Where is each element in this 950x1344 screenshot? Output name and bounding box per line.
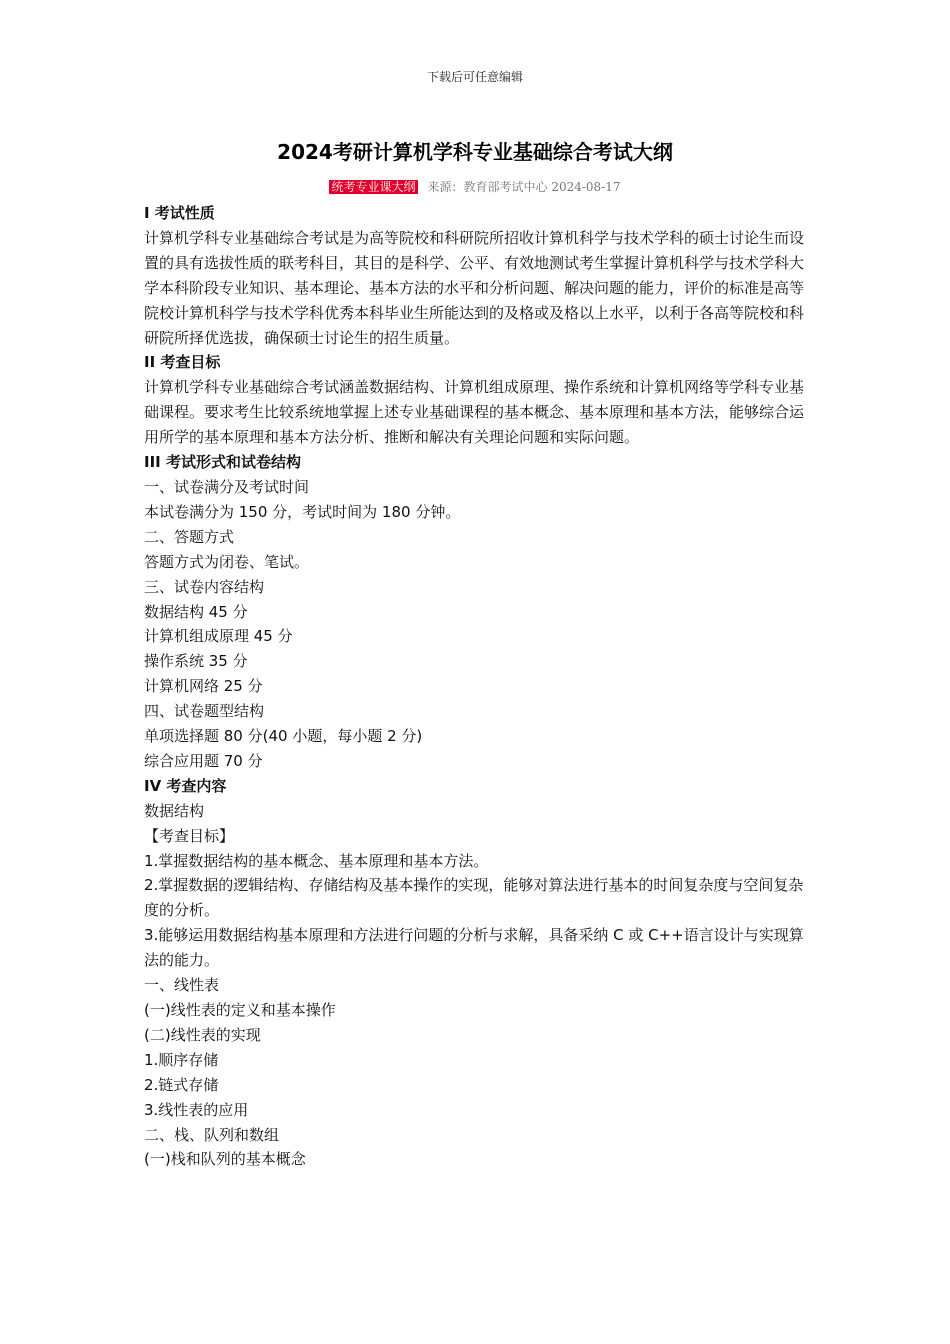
body-paragraph: 答题方式为闭卷、笔试。 [144, 552, 310, 571]
body-paragraph: 三、试卷内容结构 [144, 577, 265, 596]
body-paragraph: 综合应用题 70 分 [144, 751, 263, 770]
body-paragraph: 3.能够运用数据结构基本原理和方法进行问题的分析与求解，具备采纳 C 或 C++语言设计与实现算法的能力。 [144, 926, 804, 970]
source-line: 来源：教育部考试中心 2024-08-17 [427, 180, 621, 194]
body-paragraph: 本试卷满分为 150 分，考试时间为 180 分钟。 [144, 502, 461, 521]
body-paragraph: 一、线性表 [144, 976, 220, 995]
body-paragraph: 计算机学科专业基础综合考试涵盖数据结构、计算机组成原理、操作系统和计算机网络等学科专业基础课程。要求考生比较系统地掌握上述专业基础课程的基本概念、基本原理和基本方法，能够综合运用所学的基本原理和基本方法分析、推断和解决有关理论问题和实际问题。 [144, 378, 805, 447]
body-paragraph: (二)线性表的实现 [144, 1025, 261, 1044]
document-meta [0, 178, 950, 195]
section-heading: II 考查目标 [144, 353, 221, 372]
body-paragraph: 操作系统 35 分 [144, 652, 248, 671]
body-paragraph: 二、栈、队列和数组 [144, 1125, 280, 1144]
document-title: 2024考研计算机学科专业基础综合考试大纲 [277, 140, 673, 164]
body-paragraph: 3.线性表的应用 [144, 1100, 249, 1119]
body-paragraph: (一)栈和队列的基本概念 [144, 1150, 306, 1169]
section-heading: IV 考查内容 [144, 776, 227, 795]
body-paragraph: 单项选择题 80 分(40 小题，每小题 2 分) [144, 727, 423, 746]
body-paragraph: 一、试卷满分及考试时间 [144, 477, 310, 496]
body-paragraph: 计算机组成原理 45 分 [144, 627, 293, 646]
category-tag[interactable]: 统考专业课大纲 [331, 180, 416, 194]
body-paragraph: 数据结构 [144, 801, 205, 820]
body-paragraph: 计算机学科专业基础综合考试是为高等院校和科研院所招收计算机科学与技术学科的硕士讨论生而设置的具有选拔性质的联考科目，其目的是科学、公平、有效地测试考生掌握计算机科学与技术学科大学本科阶段专业知识、基本理论、基本方法的水平和分析问题、解决问题的能力，评价的标准是高等院校计算机科学与技术学科优秀本科毕业生所能达到的及格或及格以上水平，以利于各高等院校和科研院所择优选拔，确保硕士讨论生的招生质量。 [144, 228, 805, 347]
section-heading: I 考试性质 [144, 204, 215, 222]
body-paragraph: 二、答题方式 [144, 527, 235, 546]
body-paragraph: 计算机网络 25 分 [144, 677, 263, 696]
body-paragraph: 2.掌握数据的逻辑结构、存储结构及基本操作的实现，能够对算法进行基本的时间复杂度与空间复杂度的分析。 [144, 876, 804, 920]
document-body [144, 201, 809, 1172]
body-paragraph: 四、试卷题型结构 [144, 702, 265, 721]
download-note: 下载后可任意编辑 [426, 70, 523, 84]
body-paragraph: 1.掌握数据结构的基本概念、基本原理和基本方法。 [144, 851, 489, 870]
body-paragraph: 1.顺序存储 [144, 1050, 219, 1069]
section-heading: III 考试形式和试卷结构 [144, 453, 301, 472]
body-paragraph: 【考查目标】 [144, 826, 235, 845]
body-paragraph: 2.链式存储 [144, 1075, 219, 1094]
body-paragraph: (一)线性表的定义和基本操作 [144, 1001, 336, 1019]
body-paragraph: 数据结构 45 分 [144, 602, 248, 621]
